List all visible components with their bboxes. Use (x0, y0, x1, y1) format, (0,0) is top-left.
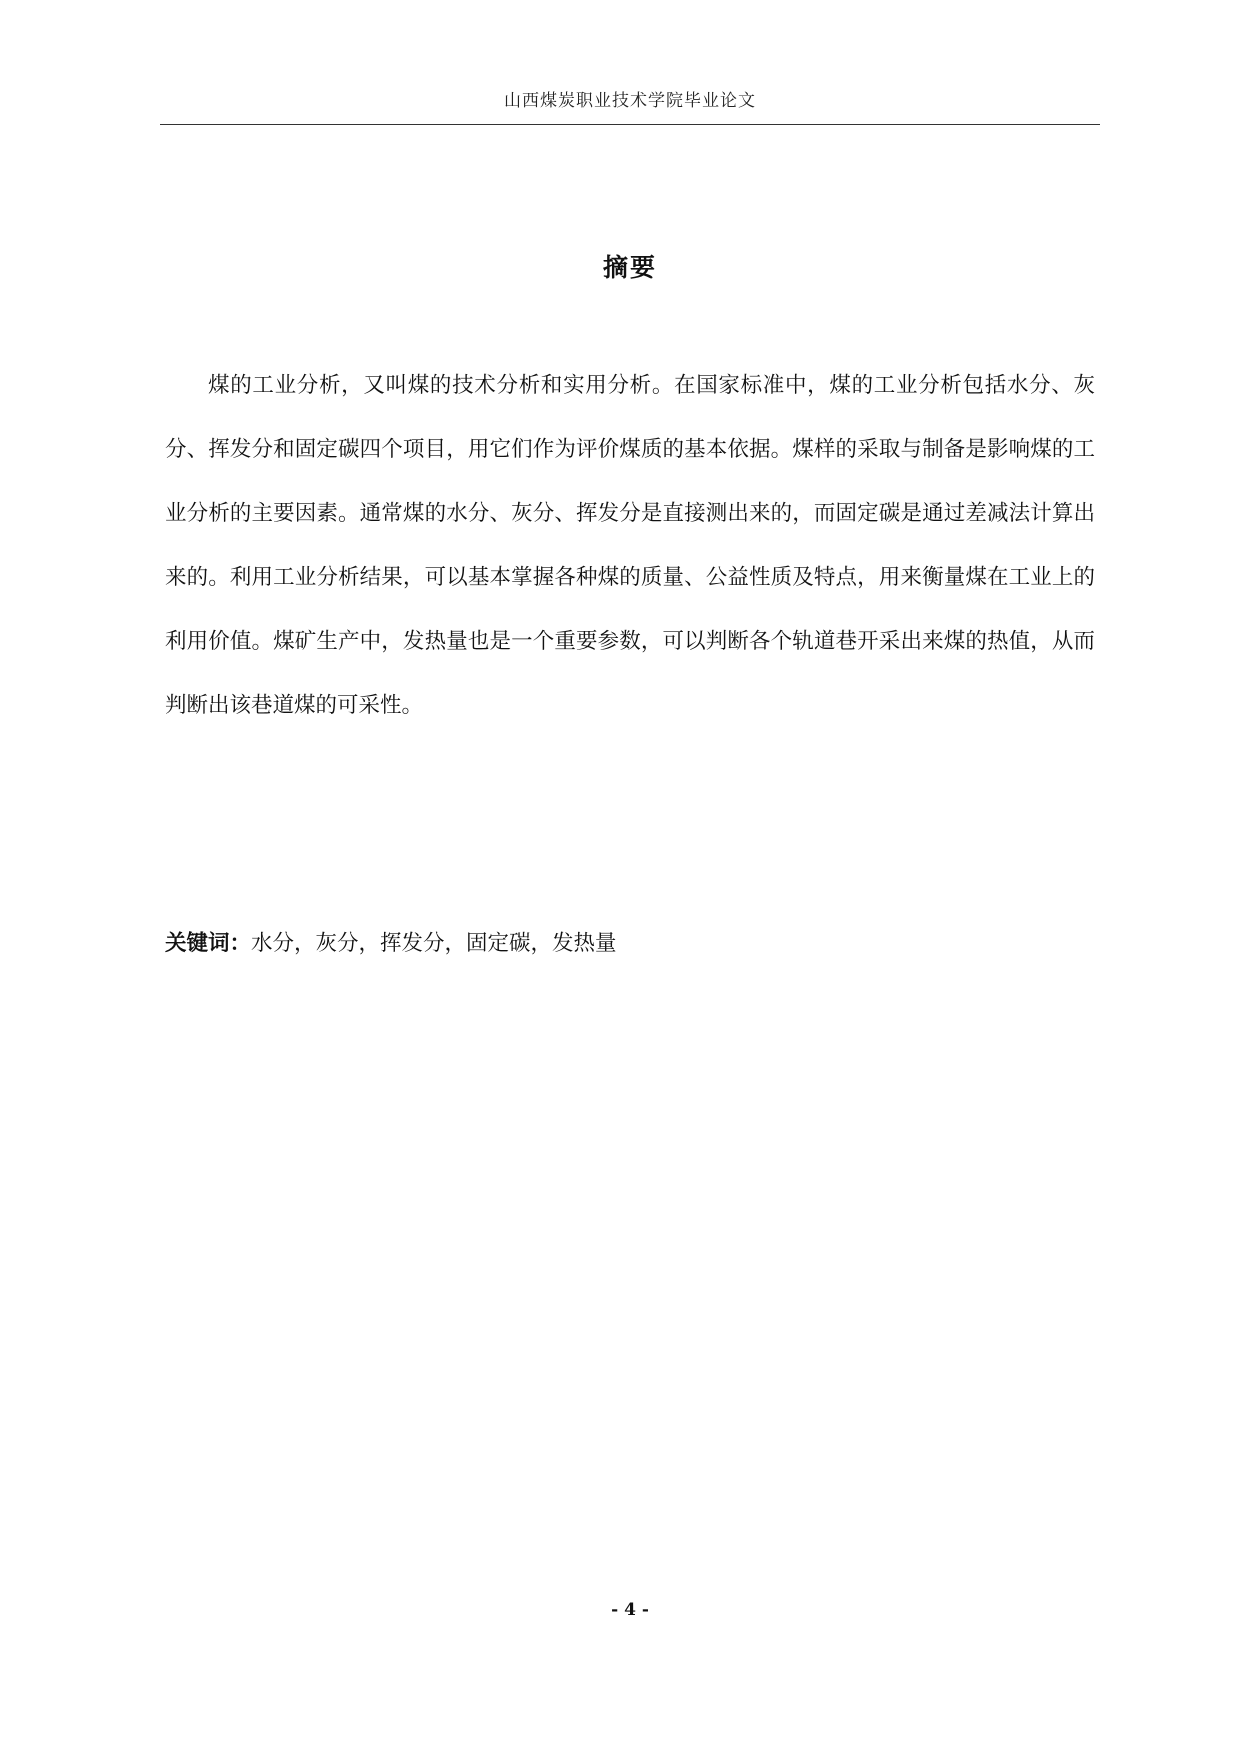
header-rule (160, 124, 1100, 125)
keywords-value: 水分，灰分，挥发分，固定碳，发热量 (251, 931, 617, 956)
page-number: - 4 - (611, 1600, 649, 1620)
keywords-line (165, 928, 1095, 960)
running-header: 山西煤炭职业技术学院毕业论文 (504, 91, 756, 111)
abstract-title: 摘要 (602, 253, 657, 282)
abstract-paragraph: 煤的工业分析，又叫煤的技术分析和实用分析。在国家标准中，煤的工业分析包括水分、灰分、挥发分和固定碳四个项目，用它们作为评价煤质的基本依据。煤样的采取与制备是影响煤的工业分析的主要因素。通常煤的水分、灰分、挥发分是直接测出来的，而固定碳是通过差减法计算出来的。利用工业分析结果，可以基本掌握各种煤的质量、公益性质及特点，用来衡量煤在工业上的利用价值。煤矿生产中，发热量也是一个重要参数，可以判断各个轨道巷开采出来煤的热值，从而判断出该巷道煤的可采性。 (165, 373, 1095, 718)
keywords-label: 关键词： (165, 931, 252, 956)
